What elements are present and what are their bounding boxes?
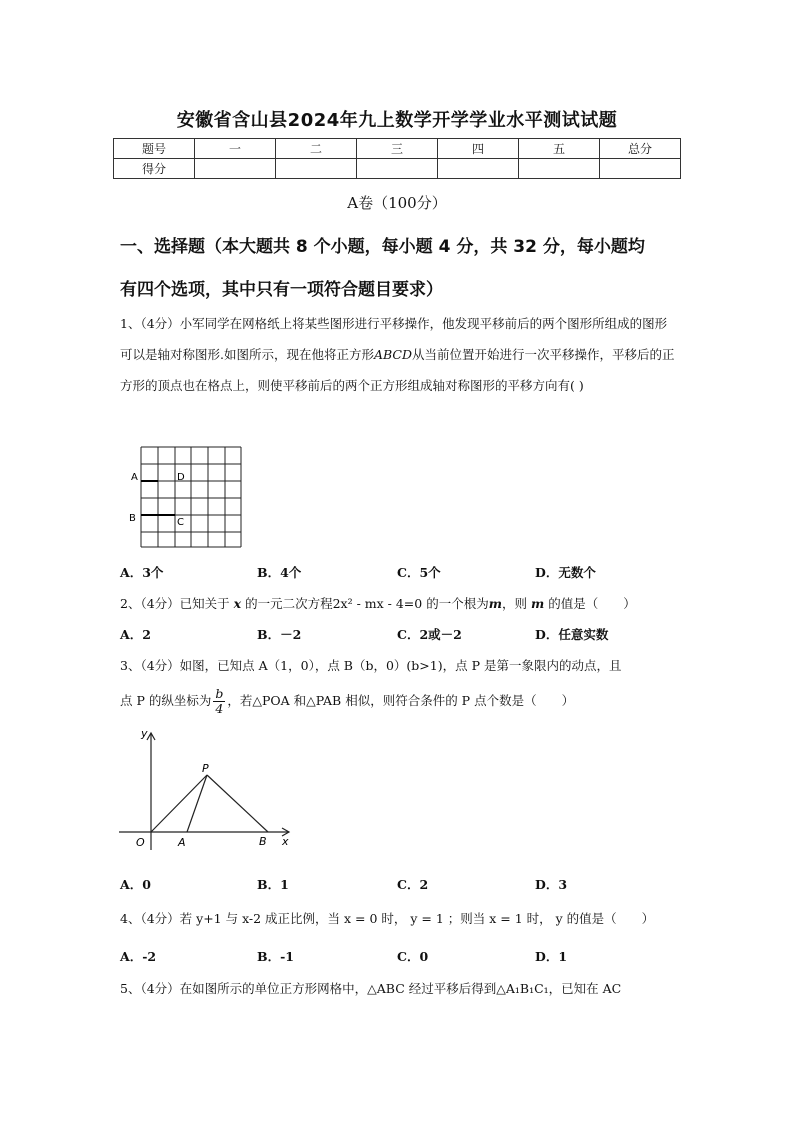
question-2-mid2: 的一个根为 (426, 596, 489, 611)
grid-label-d: D (177, 472, 185, 483)
option-b[interactable]: B．-1 (257, 949, 294, 964)
option-b[interactable]: B．4个 (257, 565, 302, 580)
score-cell[interactable] (357, 159, 438, 179)
question-3-line2-post: ，若△POA 和△PAB 相似，则符合条件的 P 点个数是（ ） (227, 693, 575, 708)
score-header-cell: 二 (276, 139, 357, 159)
score-header-cell: 四 (438, 139, 519, 159)
score-cell[interactable] (600, 159, 681, 179)
option-c[interactable]: C．2或－2 (397, 627, 462, 642)
grid-label-a: A (131, 472, 138, 483)
score-table-row (114, 159, 681, 179)
option-a[interactable]: A．-2 (120, 949, 157, 964)
axis-label-y: y (141, 727, 148, 740)
point-label-b: B (259, 835, 267, 848)
question-5: 5、（4分）在如图所示的单位正方形网格中，△ABC 经过平移后得到△A₁B₁C₁，已知在 AC (120, 981, 622, 996)
score-header-cell: 一 (195, 139, 276, 159)
score-cell[interactable] (438, 159, 519, 179)
option-d[interactable]: D．3 (535, 877, 568, 892)
section-1-heading-line2: 有四个选项，其中只有一项符合题目要求） (120, 280, 443, 300)
score-header-cell: 题号 (114, 139, 195, 159)
score-table-header-row (114, 139, 681, 159)
option-d[interactable]: D．无数个 (535, 565, 596, 580)
question-1-options (120, 563, 680, 583)
option-c[interactable]: C．5个 (397, 565, 441, 580)
question-2-var-x: x (233, 596, 242, 611)
option-a[interactable]: A．3个 (120, 565, 164, 580)
score-header-cell: 总分 (600, 139, 681, 159)
grid-label-c: C (177, 517, 184, 528)
option-d[interactable]: D．1 (535, 949, 568, 964)
option-b[interactable]: B．1 (257, 877, 289, 892)
question-2 (120, 588, 675, 619)
fraction-b-over-4 (213, 687, 225, 716)
question-3-coordinate-figure (115, 725, 300, 855)
question-2-suffix: 的值是（ ） (548, 596, 636, 611)
question-3-options (120, 875, 680, 895)
option-d[interactable]: D．任意实数 (535, 627, 609, 642)
axis-label-x: x (282, 835, 289, 848)
fraction-denominator: 4 (215, 701, 224, 716)
question-4: 4、（4分）若 y+1 与 x-2 成正比例，当 x = 0 时， y = 1 ；则当 x = 1 时， y 的值是（ ） (120, 911, 655, 926)
option-b[interactable]: B．－2 (257, 627, 302, 642)
option-c[interactable]: C．2 (397, 877, 429, 892)
fraction-numerator: b (215, 686, 224, 701)
question-2-mid3: ，则 (501, 596, 527, 611)
question-3-line2-pre: 点 P 的纵坐标为 (120, 693, 212, 708)
question-1-math: ABCD (373, 347, 413, 362)
score-row-label: 得分 (114, 159, 195, 179)
question-1 (120, 308, 675, 401)
question-2-var-m2: m (530, 596, 545, 611)
score-table (113, 138, 681, 179)
question-1-text-part1: 1、（4分）小军同学在网格纸上将某些图形进行平移操作，他发现平移前后的两个图形所组成的图形可以是轴对称图形.如图所示，现在他将正方形 (120, 316, 668, 362)
section-1-heading-line1: 一、选择题（本大题共 8 个小题，每小题 4 分，共 32 分，每小题均 (120, 237, 645, 257)
point-label-a: A (178, 836, 186, 849)
question-3-line2 (120, 684, 675, 718)
question-4-options (120, 947, 680, 967)
point-label-p: P (202, 762, 209, 775)
question-3-line1: 3、（4分）如图，已知点 A（1，0），点 B（b，0）(b>1)，点 P 是第一象限内的动点，且 (120, 658, 622, 673)
score-header-cell: 三 (357, 139, 438, 159)
page-title: 安徽省含山县2024年九上数学开学学业水平测试试题 (176, 110, 618, 131)
question-2-equation: 2x² - mx - 4=0 (332, 596, 423, 611)
option-c[interactable]: C．0 (397, 949, 429, 964)
question-2-mid1: 的一元二次方程 (245, 596, 333, 611)
question-2-prefix: 2、（4分）已知关于 (120, 596, 230, 611)
option-a[interactable]: A．2 (120, 627, 151, 642)
score-cell[interactable] (195, 159, 276, 179)
score-cell[interactable] (276, 159, 357, 179)
option-a[interactable]: A．0 (120, 877, 151, 892)
section-a-heading: A卷（100分） (347, 194, 447, 212)
question-2-options (120, 625, 680, 645)
score-cell[interactable] (519, 159, 600, 179)
question-2-var-m: m (488, 596, 502, 611)
grid-label-b: B (129, 513, 136, 524)
score-header-cell: 五 (519, 139, 600, 159)
point-label-o: O (136, 836, 145, 849)
question-1-text-part2: 从当前位置开始进行一次平移操作，平移后的正方形的顶点也在格点上，则使平移前后的两个正方形组成轴对称图形的平移方向有( ) (120, 347, 675, 393)
question-1-grid-figure (125, 444, 250, 552)
